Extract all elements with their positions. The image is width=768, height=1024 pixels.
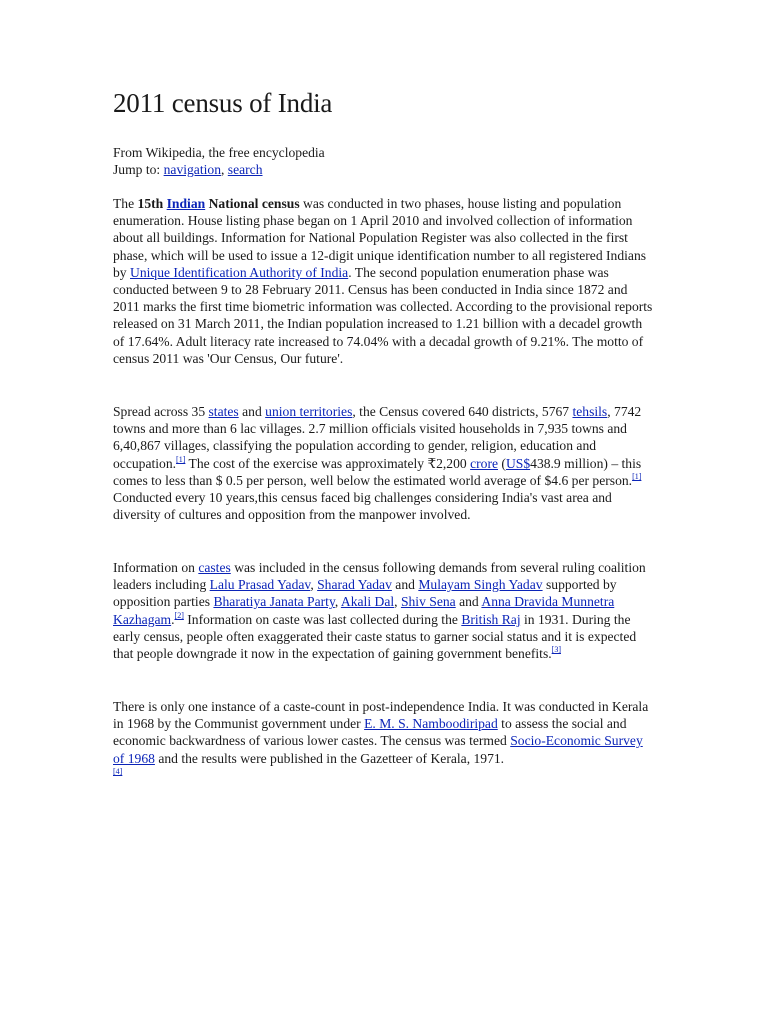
text: ( — [498, 455, 506, 471]
link-indian[interactable]: Indian — [166, 196, 206, 211]
paragraph-kerala — [113, 698, 654, 784]
text: and — [391, 577, 419, 593]
text: , — [334, 594, 341, 610]
link-uidai[interactable]: Unique Identification Authority of India — [130, 264, 349, 280]
link-ems-namboodiripad[interactable]: E. M. S. Namboodiripad — [364, 716, 498, 732]
link-union-territories[interactable]: union territories — [265, 404, 353, 419]
link-british-raj[interactable]: British Raj — [461, 611, 521, 627]
text: , — [310, 577, 318, 593]
text: . — [171, 611, 175, 627]
paragraph-intro — [113, 195, 654, 367]
text: Spread across 35 — [113, 404, 209, 419]
link-usd[interactable]: US$ — [505, 455, 531, 471]
search-link[interactable]: search — [227, 162, 263, 178]
text: Information on — [113, 560, 199, 575]
citation-link[interactable]: [1] — [632, 471, 642, 481]
text: The cost of the exercise was approximately ₹2,200 — [185, 455, 471, 471]
text: . The second population enumeration phase was conducted between 9 to 28 February 2011. Census has been conducted in India since 1872 and 2011 marks the first time biometric information was collected. According to the provisional reports released on 31 March 2011, the Indian population increased to 1.21 billion with a decadel growth of 17.64%. Adult literacy rate increased to 74.04% with a decadal growth of 9.21%. The motto of census 2011 was 'Our Census, Our future'. — [113, 264, 653, 366]
text: , the Census covered 640 districts, 5767 — [352, 404, 573, 419]
text: , 7742 towns and more than 6 lac villages. 2.7 million officials visited households in 7,935 towns and 6,40,867 villages, classifying the population according to gender, religion, education and occupation. — [113, 404, 642, 471]
jump-to-label: Jump to: — [113, 162, 164, 178]
link-lalu-prasad-yadav[interactable]: Lalu Prasad Yadav — [209, 577, 311, 593]
text: The — [113, 196, 138, 211]
text: Information on caste was last collected during the — [183, 611, 462, 627]
paragraph-castes — [113, 559, 654, 662]
link-aiadmk[interactable]: Anna Dravida Munnetra Kazhagam — [113, 594, 615, 627]
jump-separator: , — [221, 162, 228, 178]
link-akali-dal[interactable]: Akali Dal — [340, 594, 395, 610]
text: and — [455, 594, 482, 610]
link-socio-economic-survey[interactable]: Socio-Economic Survey of 1968 — [113, 733, 643, 766]
link-sharad-yadav[interactable]: Sharad Yadav — [317, 577, 392, 593]
link-castes[interactable]: castes — [198, 560, 231, 575]
text: There is only one instance of a caste-count in post-independence India. It was conducted in Kerala in 1968 by the Communist government under — [113, 699, 649, 732]
text: and — [238, 404, 266, 419]
text: and the results were published in the Gazetteer of Kerala, 1971. — [154, 750, 505, 766]
text: was included in the census following demands from several ruling coalition leaders including — [113, 560, 646, 593]
jump-to-line — [113, 161, 325, 178]
citation-link[interactable]: [3] — [551, 645, 561, 655]
site-subtitle: From Wikipedia, the free encyclopedia — [113, 145, 325, 160]
text: to assess the social and economic backwardness of various lower castes. The census was termed — [113, 716, 627, 749]
text: in 1931. During the early census, people often exaggerated their caste status to garner social status and it is expected that people downgrade it now in the expectation of gaining government benefits. — [113, 611, 637, 662]
text: , — [394, 594, 401, 610]
text: Conducted every 10 years,this census faced big challenges considering India's vast area and diversity of cultures and opposition from the manpower involved. — [113, 490, 612, 523]
citation-link[interactable]: [4] — [113, 766, 123, 776]
bold-text: 15th — [137, 196, 164, 211]
link-mulayam-singh-yadav[interactable]: Mulayam Singh Yadav — [418, 577, 543, 593]
text: was conducted in two phases, house listing and population enumeration. House listing phase began on 1 April 2010 and involved collection of information about all buildings. Information for National Population Register was also collected in the first phase, which will be used to issue a 12-digit unique identification number to all registered Indians by — [113, 196, 647, 280]
page-title: 2011 census of India — [113, 88, 333, 118]
navigation-link[interactable]: navigation — [163, 162, 221, 178]
text: supported by opposition parties — [113, 577, 617, 610]
link-bjp[interactable]: Bharatiya Janata Party — [213, 594, 335, 610]
paragraph-coverage — [113, 403, 654, 523]
bold-text: National census — [208, 196, 300, 211]
link-crore[interactable]: crore — [470, 455, 499, 471]
citation-link[interactable]: [1] — [176, 454, 186, 464]
link-shiv-sena[interactable]: Shiv Sena — [400, 594, 456, 610]
citation-link[interactable]: [2] — [174, 610, 184, 620]
link-tehsils[interactable]: tehsils — [572, 404, 608, 419]
link-states[interactable]: states — [208, 404, 239, 419]
text: 438.9 million) – this comes to less than $ 0.5 per person, well below the estimated world average of $4.6 per person. — [113, 455, 642, 488]
article-meta — [113, 144, 325, 179]
